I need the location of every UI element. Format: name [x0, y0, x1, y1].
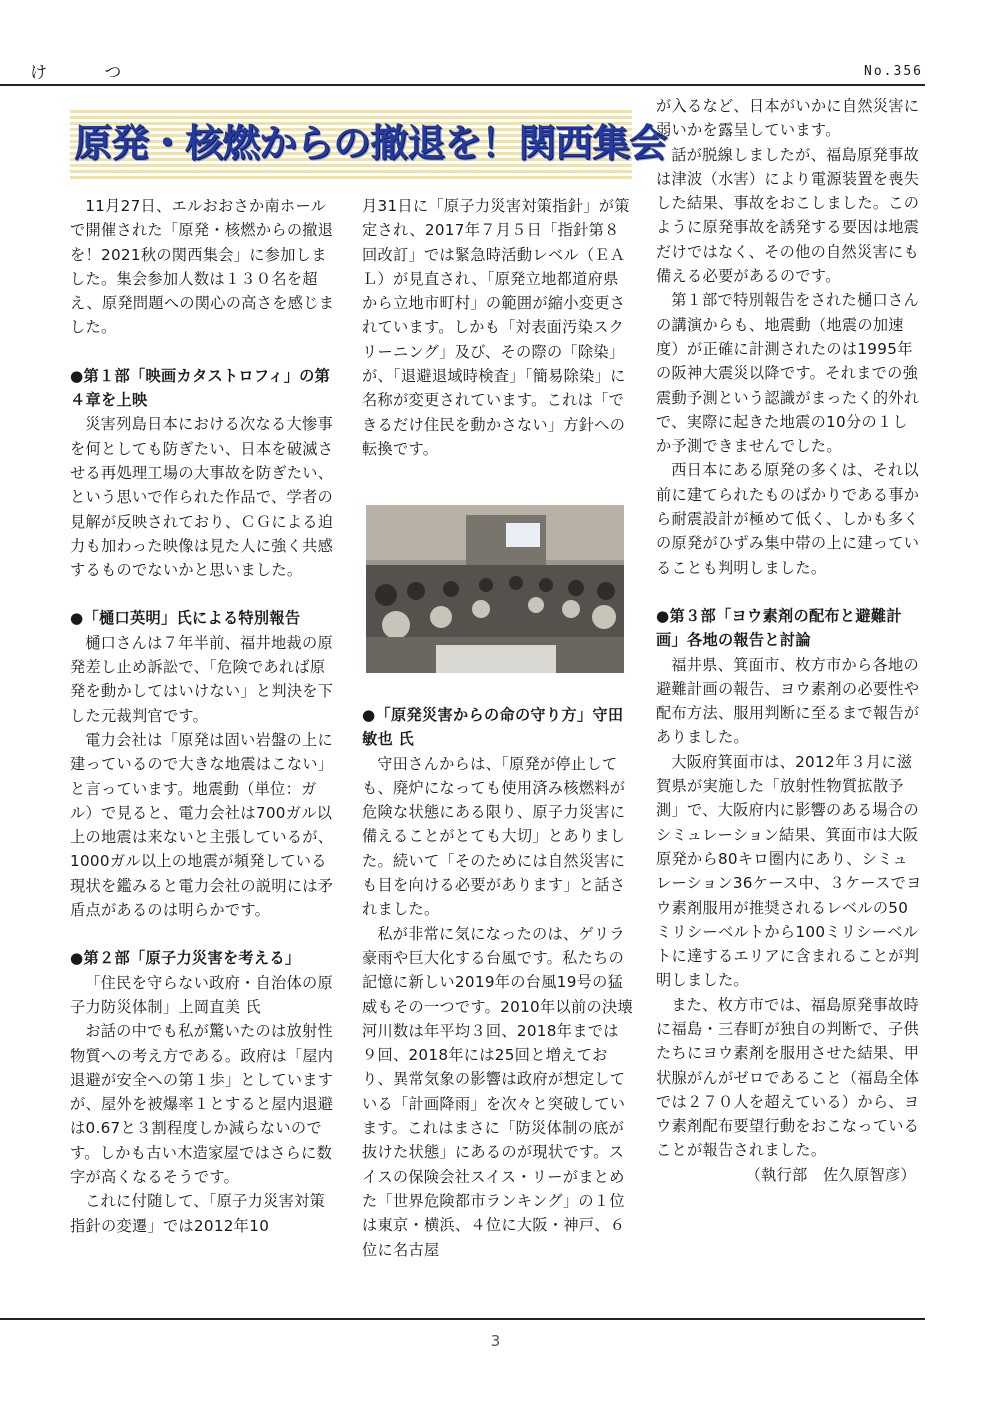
- page-number: 3: [490, 1332, 501, 1350]
- paragraph: 私が非常に気になったのは、ゲリラ豪雨や巨大化する台風です。私たちの記憶に新しい2019年の台風19号の猛威もその一つです。2010年以前の決壊河川数は年平均３回、2018年までは９回、2018年には25回と増えており、異常気象の影響は政府が想定している「計画降雨」を次々と突破しています。これはまさに「防災体制の底が抜けた状態」にあるのが現状です。スイスの保険会社スイス・リーがまとめた「世界危険都市ランキング」の１位は東京・横浜、４位に大阪・神戸、６位に名古屋: [362, 924, 633, 1259]
- paragraph: 月31日に「原子力災害対策指針」が策定され、2017年７月５日「指針第８回改訂」では緊急時活動レベル（ＥＡＬ）が見直され、「原発立地都道府県から立地市町村」の範囲が縮小変更されています。しかも「対表面汚染スクリーニング」及び、その際の「除染」が、「退避退域時検査」「簡易除染」に名称が変更されています。これは「できるだけ住民を動かさない」方針への転換です。: [362, 197, 630, 458]
- paragraph: 守田さんからは、「原発が停止しても、廃炉になっても使用済み核燃料が危険な状態にある限り、原子力災害に備えることがとても大切」とありました。続いて「そのためには自然災害にも目を向ける必要があります」と話されました。: [362, 754, 626, 919]
- newsletter-name: け つ: [30, 63, 148, 83]
- section-heading: ●第２部「原子力災害を考える」: [70, 949, 301, 968]
- column-2-top: [362, 194, 630, 461]
- paragraph: 11月27日、エルおおさか南ホールで開催された「原発・核燃からの撤退を！2021秋の関西集会」に参加しました。集会参加人数は１３０名を超え、原発問題への関心の高さを感じました。: [70, 197, 335, 337]
- paragraph: が入るなど、日本がいかに自然災害に弱いかを露呈しています。: [656, 97, 920, 140]
- signature: （執行部 佐久原智彦）: [745, 1165, 916, 1184]
- paragraph: 「住民を守らない政府・自治体の原子力防災体制」上岡直美 氏: [70, 973, 333, 1016]
- paragraph: 西日本にある原発の多くは、それ以前に建てられたものばかりである事から耐震設計が極めて低く、しかも多くの原発がひずみ集中帯の上に建っていることも判明しました。: [656, 461, 920, 577]
- audience-photo-illustration: [366, 505, 624, 673]
- paragraph: これに付随して、「原子力災害対策指針の変遷」では2012年10: [70, 1192, 326, 1235]
- section-heading: ●第３部「ヨウ素剤の配布と避難計画」各地の報告と討論: [656, 606, 902, 650]
- paragraph: 樋口さんは７年半前、福井地裁の原発差し止め訴訟で、「危険であれば原発を動かしてはいけない」と判決を下した元裁判官です。: [70, 633, 334, 725]
- paragraph: 話が脱線しましたが、福島原発事故は津波（水害）により電源装置を喪失した結果、事故をおこしました。このように原発事故を誘発する要因は地震だけではなく、その他の自然災害にも備える必要があるのです。: [656, 145, 920, 286]
- column-1: [70, 194, 336, 1238]
- meeting-photo: [366, 505, 624, 673]
- issue-number: No.356: [864, 64, 923, 79]
- paragraph: また、枚方市では、福島原発事故時に福島・三春町が独自の判断で、子供たちにヨウ素剤を服用させた結果、甲状腺がんがゼロであること（福島全体では２７０人を超えている）から、ヨウ素剤配布要望行動をおこなっていることが報告されました。: [656, 995, 920, 1160]
- paragraph: 第１部で特別報告をされた樋口さんの講演からも、地震動（地震の加速度）が正確に計測されたのは1995年の阪神大震災以降です。それまでの強震動予測という認識がまったく的外れで、実際に起きた地震の10分の１しか予測できませんでした。: [656, 291, 920, 456]
- paragraph: 災害列島日本における次なる大惨事を何としても防ぎたい、日本を破滅させる再処理工場の大事故を防ぎたい、という思いで作られた作品で、学者の見解が反映されており、ＣＧによる迫力も加わった映像は見た人に強く共感するものでないかと思いました。: [70, 415, 334, 580]
- bottom-rule: [0, 1318, 925, 1320]
- paragraph: 電力会社は「原発は固い岩盤の上に建っているので大きな地震はこない」と言っています。地震動（単位：ガル）で見ると、電力会社は700ガル以上の地震は来ないと主張しているが、1000ガル以上の地震が頻発している現状を鑑みると電力会社の説明には矛盾点があるのは明らかです。: [70, 730, 334, 920]
- paragraph: 大阪府箕面市は、2012年３月に滋賀県が実施した「放射性物質拡散予測」で、大阪府内に影響のある場合のシミュレーション結果、箕面市は大阪原発から80キロ圏内にあり、シミュレーション36ケース中、３ケースでヨウ素剤服用が推奨されるレベルの50ミリシーベルトから100ミリシーベルトに達するエリアに含まれることが判明しました。: [656, 752, 922, 990]
- section-heading: ●「樋口英明」氏による特別報告: [70, 609, 301, 628]
- section-heading: ●「原発災害からの命の守り方」守田敏也 氏: [362, 706, 624, 749]
- article-title: 原発・核燃からの撤退を！関西集会: [74, 121, 667, 165]
- column-2-bottom: [362, 703, 634, 1262]
- paragraph: 福井県、箕面市、枚方市から各地の避難計画の報告、ヨウ素剤の必要性や配布方法、服用判断に至るまで報告がありました。: [656, 655, 920, 747]
- column-3: [656, 94, 922, 1187]
- top-rule: [0, 84, 925, 86]
- paragraph: お話の中でも私が驚いたのは放射性物質への考え方である。政府は「屋内退避が安全への第１歩」としていますが、屋外を被爆率１とすると屋内退避は0.67と３割程度しか減らないのです。しかも古い木造家屋ではさらに数字が高くなるそうです。: [70, 1022, 334, 1186]
- section-heading: ●第１部「映画カタストロフィ」の第４章を上映: [70, 366, 331, 410]
